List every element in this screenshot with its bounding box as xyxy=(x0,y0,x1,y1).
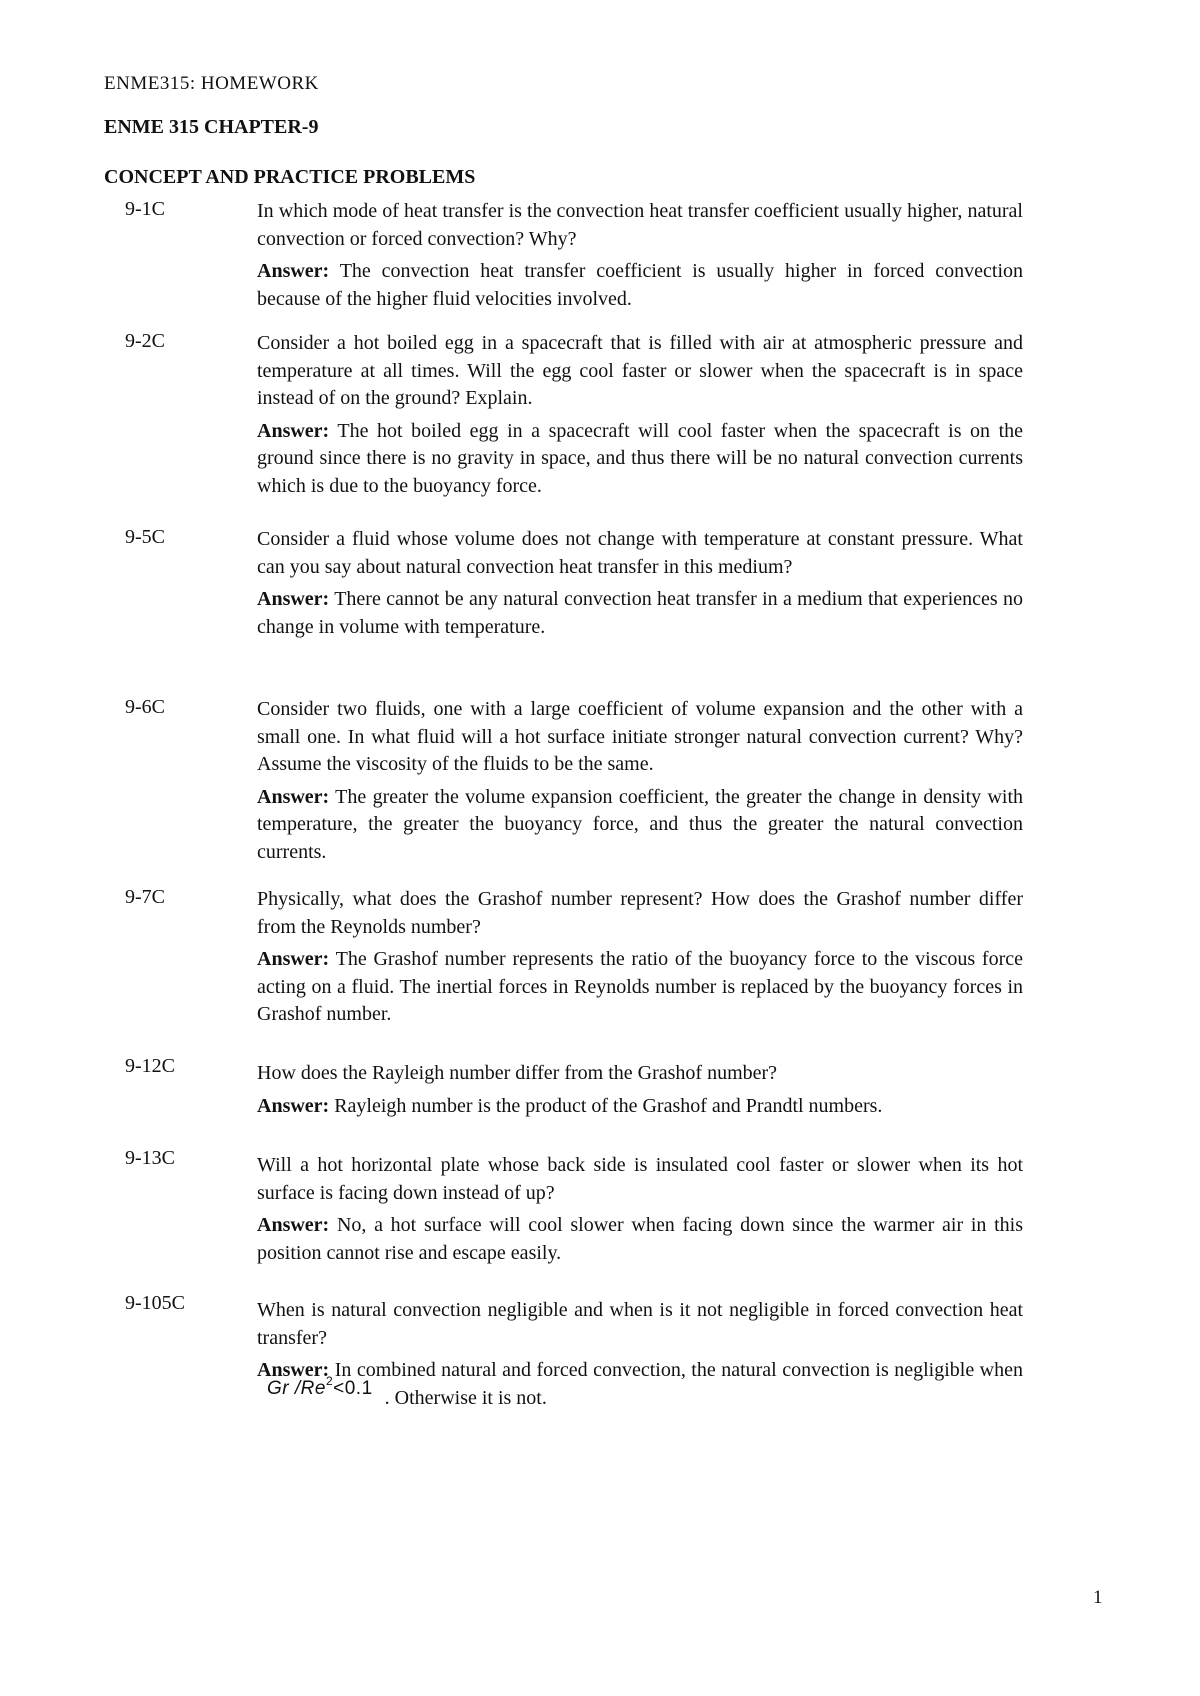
problem-body xyxy=(257,696,1023,866)
answer-label: Answer: xyxy=(257,948,330,970)
answer-text: The Grashof number represents the ratio of the buoyancy force to the viscous force acting on a fluid. The inertial forces in Reynolds number is replaced by the buoyancy forces in Grashof number. xyxy=(257,948,1023,1025)
problem-number: 9-5C xyxy=(125,526,165,548)
answer-text: There cannot be any natural convection heat transfer in a medium that experiences no change in volume with temperature. xyxy=(257,588,1024,638)
problem-answer xyxy=(257,1093,1023,1121)
problem-number: 9-105C xyxy=(125,1292,185,1314)
problem-question: Consider a fluid whose volume does not change with temperature at constant pressure. What can you say about natural convection heat transfer in this medium? xyxy=(257,528,1023,578)
section-title: CONCEPT AND PRACTICE PROBLEMS xyxy=(104,166,476,188)
formula-lhs: Gr /Re xyxy=(267,1377,326,1399)
problem-number: 9-13C xyxy=(125,1147,175,1169)
problem-body xyxy=(257,1060,1023,1120)
problem-answer xyxy=(257,418,1023,501)
problem-question: Physically, what does the Grashof number represent? How does the Grashof number differ from the Reynolds number? xyxy=(257,888,1023,938)
problem-question: How does the Rayleigh number differ from the Grashof number? xyxy=(257,1062,778,1084)
answer-text: The convection heat transfer coefficient is usually higher in forced convection because of the higher fluid velocities involved. xyxy=(257,260,1023,310)
problem-body xyxy=(257,886,1023,1029)
problem-question: When is natural convection negligible and when is it not negligible in forced convection heat transfer? xyxy=(257,1299,1023,1349)
formula-exponent: 2 xyxy=(325,1373,334,1388)
problem-answer xyxy=(257,946,1023,1029)
problem-number: 9-1C xyxy=(125,198,165,220)
problem-body xyxy=(257,198,1023,313)
problem-body xyxy=(257,1152,1023,1267)
problem-body xyxy=(257,1297,1023,1414)
answer-text: Rayleigh number is the product of the Grashof and Prandtl numbers. xyxy=(334,1094,883,1117)
problem-number: 9-7C xyxy=(125,886,165,908)
problem-body xyxy=(257,526,1023,641)
problem-question: Will a hot horizontal plate whose back side is insulated cool faster or slower when its hot surface is facing down instead of up? xyxy=(257,1154,1023,1204)
problem-number: 9-6C xyxy=(125,696,165,718)
running-header: ENME315: HOMEWORK xyxy=(104,73,319,94)
problem-answer xyxy=(257,586,1023,641)
problem-question: Consider two fluids, one with a large coefficient of volume expansion and the other with a small one. In what fluid will a hot surface initiate stronger natural convection current? Why? Assume the viscosity of the fluids to be the same. xyxy=(257,698,1023,775)
answer-label: Answer: xyxy=(257,1094,330,1117)
answer-label: Answer: xyxy=(257,260,330,282)
problem-body xyxy=(257,330,1023,500)
problem-answer xyxy=(257,258,1023,313)
page-number: 1 xyxy=(1093,1587,1103,1608)
answer-label: Answer: xyxy=(257,785,330,808)
formula-rhs: <0.1 xyxy=(333,1377,373,1399)
answer-label: Answer: xyxy=(257,1359,330,1381)
problem-number: 9-2C xyxy=(125,330,165,352)
answer-label: Answer: xyxy=(257,588,330,610)
problem-answer xyxy=(257,784,1023,867)
problem-question: In which mode of heat transfer is the convection heat transfer coefficient usually higher, natural convection or forced convection? Why? xyxy=(257,200,1023,250)
answer-label: Answer: xyxy=(257,1214,330,1236)
chapter-title: ENME 315 CHAPTER-9 xyxy=(104,116,319,138)
answer-text: The greater the volume expansion coefficient, the greater the change in density with temperature, the greater the buoyancy force, and thus the greater the natural convection currents. xyxy=(257,785,1023,863)
answer-text: The hot boiled egg in a spacecraft will cool faster when the spacecraft is on the ground since there is no gravity in space, and thus there will be no natural convection currents which is due to the buoyancy force. xyxy=(257,419,1024,497)
problem-answer xyxy=(257,1212,1023,1267)
answer-text: In combined natural and forced convection, the natural convection is negligible when xyxy=(334,1359,1023,1381)
problem-number: 9-12C xyxy=(125,1055,175,1077)
answer-label: Answer: xyxy=(257,419,330,442)
problem-answer xyxy=(257,1357,1023,1414)
grashof-reynolds-formula xyxy=(267,1375,373,1405)
answer-text: No, a hot surface will cool slower when facing down since the warmer air in this position cannot rise and escape easily. xyxy=(257,1214,1023,1264)
problem-question: Consider a hot boiled egg in a spacecraft that is filled with air at atmospheric pressure and temperature at all times. Will the egg cool faster or slower when the spacecraft is in space instead of on the ground? Explain. xyxy=(257,332,1023,409)
answer-text-after: . Otherwise it is not. xyxy=(384,1386,547,1409)
